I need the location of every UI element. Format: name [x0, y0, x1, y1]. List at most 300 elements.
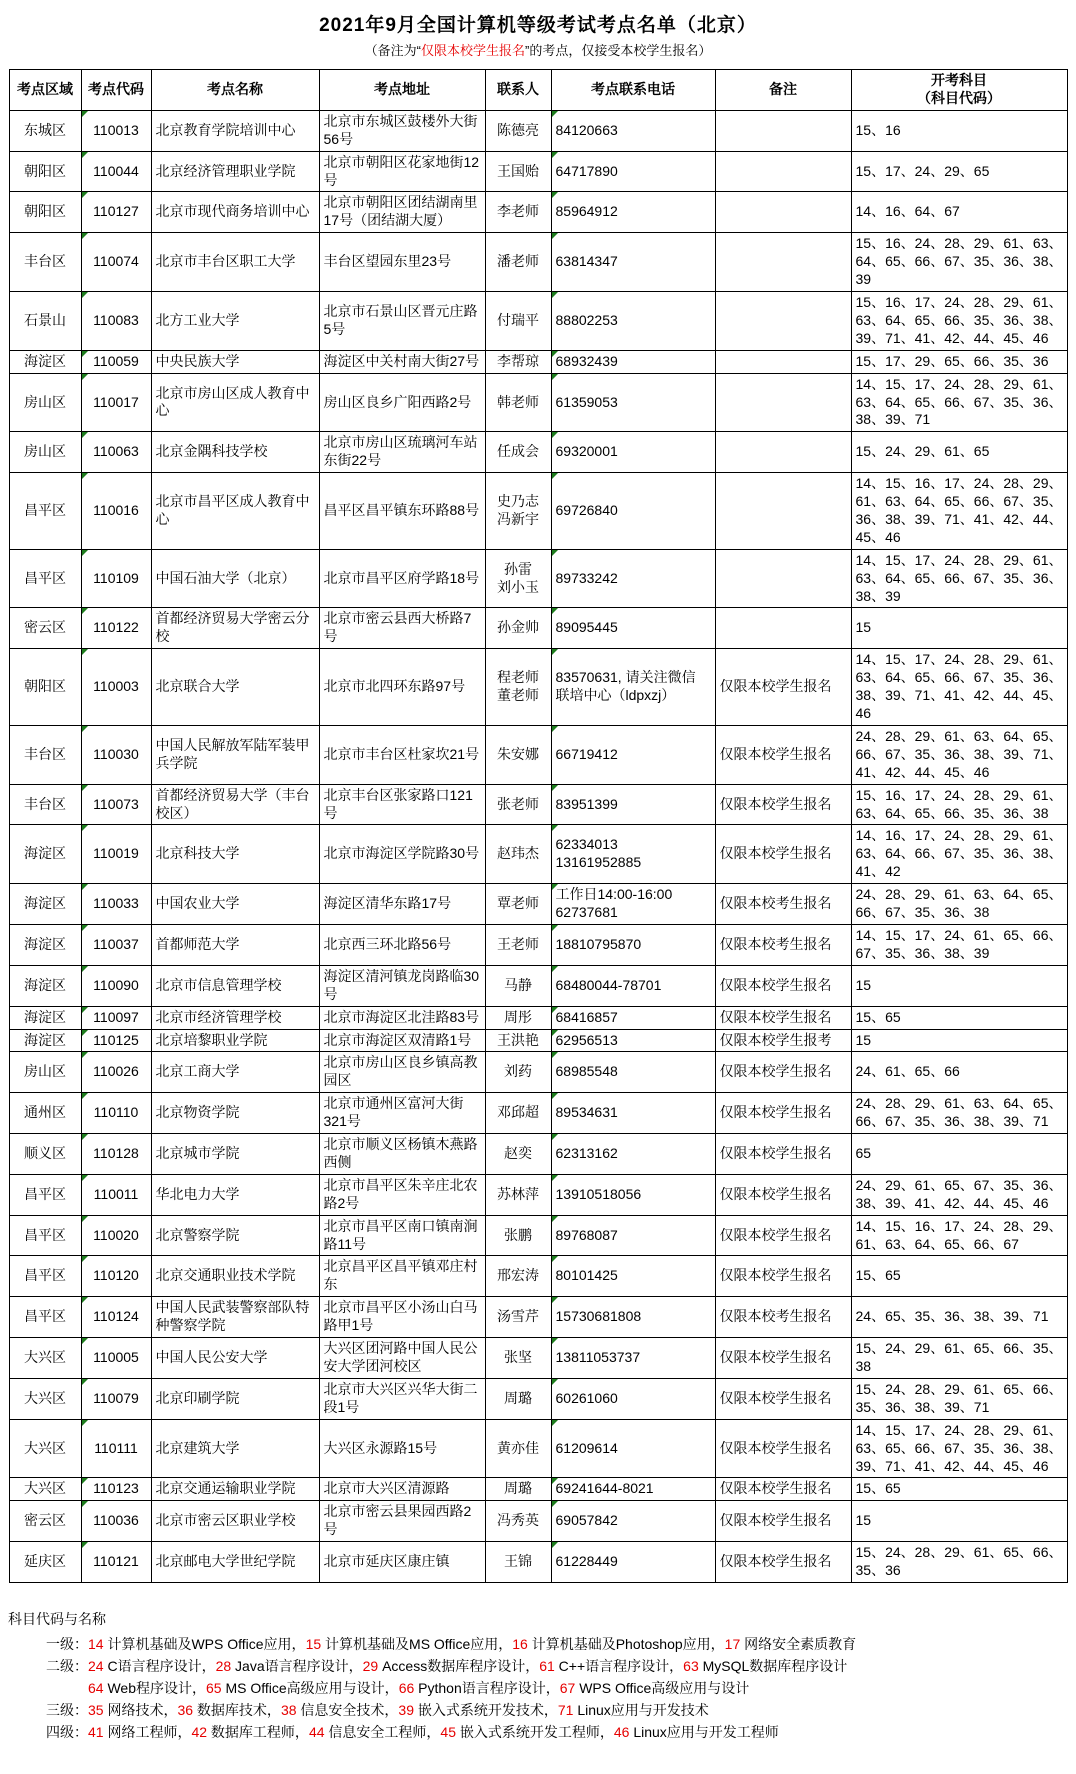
- green-triangle-marker: [82, 1420, 88, 1426]
- column-header-5: 考点联系电话: [551, 70, 715, 111]
- legend-line: [8, 1677, 1076, 1699]
- cell-address: 北京市朝阳区团结湖南里17号（团结湖大厦）: [319, 192, 485, 233]
- cell-region: 昌平区: [9, 1297, 81, 1338]
- green-triangle-marker: [82, 233, 88, 239]
- green-triangle-marker: [82, 925, 88, 931]
- green-triangle-marker: [82, 1256, 88, 1262]
- green-triangle-marker: [552, 432, 558, 438]
- cell-remark: 仅限本校学生报名: [715, 1542, 851, 1583]
- cell-phone: 83951399: [551, 784, 715, 825]
- cell-name: 中国人民武装警察部队特种警察学院: [151, 1297, 319, 1338]
- cell-address: 北京市海淀区学院路30号: [319, 825, 485, 884]
- cell-remark: 仅限本校学生报名: [715, 1174, 851, 1215]
- cell-name: 首都师范大学: [151, 924, 319, 965]
- cell-phone: 66719412: [551, 725, 715, 784]
- legend-subject-code: 67: [559, 1679, 576, 1696]
- cell-code: 110033: [81, 884, 151, 925]
- green-triangle-marker: [82, 292, 88, 298]
- cell-contact: 王洪艳: [485, 1029, 551, 1052]
- cell-code: 110079: [81, 1378, 151, 1419]
- legend-subject-code: 17: [724, 1635, 741, 1652]
- green-triangle-marker: [552, 1501, 558, 1507]
- cell-region: 昌平区: [9, 549, 81, 608]
- cell-code: 110083: [81, 291, 151, 350]
- column-header-6: 备注: [715, 70, 851, 111]
- cell-code: 110036: [81, 1501, 151, 1542]
- cell-region: 丰台区: [9, 725, 81, 784]
- cell-remark: 仅限本校学生报名: [715, 649, 851, 726]
- cell-name: 中国石油大学（北京）: [151, 549, 319, 608]
- green-triangle-marker: [82, 1501, 88, 1507]
- cell-subjects: 14、15、16、17、24、28、29、61、63、64、65、66、67: [851, 1215, 1067, 1256]
- cell-address: 北京市海淀区北洼路83号: [319, 1006, 485, 1029]
- column-header-7: 开考科目 （科目代码）: [851, 70, 1067, 111]
- cell-phone: 80101425: [551, 1256, 715, 1297]
- green-triangle-marker: [82, 192, 88, 198]
- cell-region: 石景山: [9, 291, 81, 350]
- green-triangle-marker: [552, 1542, 558, 1548]
- cell-contact: 程老师 董老师: [485, 649, 551, 726]
- table-row: [9, 233, 1067, 292]
- cell-phone: 68985548: [551, 1052, 715, 1093]
- cell-region: 海淀区: [9, 884, 81, 925]
- cell-address: 房山区良乡广阳西路2号: [319, 373, 485, 432]
- green-triangle-marker: [552, 1093, 558, 1099]
- green-triangle-marker: [552, 111, 558, 117]
- legend-subject-code: 66: [398, 1679, 415, 1696]
- legend-subject-code: 64: [88, 1679, 104, 1696]
- green-triangle-marker: [82, 1297, 88, 1303]
- cell-code: 110121: [81, 1542, 151, 1583]
- green-triangle-marker: [82, 884, 88, 890]
- cell-name: 北京市经济管理学校: [151, 1006, 319, 1029]
- legend-subject-name: Web程序设计，: [103, 1679, 207, 1696]
- cell-region: 延庆区: [9, 1542, 81, 1583]
- cell-subjects: 14、15、17、24、28、29、61、63、64、65、66、67、35、36、38、39、71: [851, 373, 1067, 432]
- green-triangle-marker: [552, 550, 558, 556]
- green-triangle-marker: [552, 351, 558, 357]
- cell-remark: [715, 549, 851, 608]
- cell-subjects: 24、65、35、36、38、39、71: [851, 1297, 1067, 1338]
- legend-subject-name: C++语言程序设计，: [554, 1657, 684, 1674]
- green-triangle-marker: [552, 1297, 558, 1303]
- cell-region: 密云区: [9, 1501, 81, 1542]
- cell-name: 北京工商大学: [151, 1052, 319, 1093]
- cell-phone: 69241644-8021: [551, 1478, 715, 1501]
- legend-title: 科目代码与名称: [8, 1610, 106, 1627]
- cell-code: 110017: [81, 373, 151, 432]
- cell-remark: [715, 608, 851, 649]
- cell-contact: 孙雷 刘小玉: [485, 549, 551, 608]
- cell-remark: 仅限本校考生报名: [715, 884, 851, 925]
- table-row: [9, 549, 1067, 608]
- cell-remark: 仅限本校考生报名: [715, 924, 851, 965]
- cell-phone: 15730681808: [551, 1297, 715, 1338]
- cell-contact: 冯秀英: [485, 1501, 551, 1542]
- green-triangle-marker: [552, 1175, 558, 1181]
- cell-code: 110074: [81, 233, 151, 292]
- legend-subject-code: 71: [557, 1701, 574, 1718]
- green-triangle-marker: [552, 1134, 558, 1140]
- cell-contact: 李帮琼: [485, 350, 551, 373]
- green-triangle-marker: [552, 1052, 558, 1058]
- legend-subject-code: 46: [613, 1723, 630, 1740]
- green-triangle-marker: [82, 1478, 88, 1484]
- cell-subjects: 15、17、29、65、66、35、36: [851, 350, 1067, 373]
- cell-remark: 仅限本校学生报名: [715, 965, 851, 1006]
- cell-contact: 汤雪芹: [485, 1297, 551, 1338]
- cell-subjects: 15、17、24、29、65: [851, 151, 1067, 192]
- cell-address: 北京市朝阳区花家地街12号: [319, 151, 485, 192]
- cell-name: 北京建筑大学: [151, 1419, 319, 1478]
- cell-subjects: 14、15、17、24、28、29、61、63、64、65、66、67、35、36、38、39、71、41、42、44、45、46: [851, 649, 1067, 726]
- cell-name: 首都经济贸易大学密云分校: [151, 608, 319, 649]
- legend-level-label: 三级：: [46, 1701, 88, 1718]
- cell-remark: 仅限本校学生报名: [715, 1215, 851, 1256]
- green-triangle-marker: [82, 1379, 88, 1385]
- cell-subjects: 15、16、24、28、29、61、63、64、65、66、67、35、36、38、39: [851, 233, 1067, 292]
- cell-contact: 黄亦佳: [485, 1419, 551, 1478]
- legend-subject-code: 44: [308, 1723, 325, 1740]
- cell-contact: 韩老师: [485, 373, 551, 432]
- cell-contact: 王锦: [485, 1542, 551, 1583]
- cell-phone: 84120663: [551, 110, 715, 151]
- table-row: [9, 608, 1067, 649]
- cell-contact: 潘老师: [485, 233, 551, 292]
- legend-subject-name: MS Office高级应用与设计，: [221, 1679, 399, 1696]
- table-row: [9, 110, 1067, 151]
- cell-remark: 仅限本校学生报名: [715, 1256, 851, 1297]
- table-row: [9, 1093, 1067, 1134]
- cell-region: 海淀区: [9, 825, 81, 884]
- cell-address: 昌平区昌平镇东环路88号: [319, 473, 485, 550]
- table-header: [9, 70, 1067, 111]
- cell-subjects: 24、28、29、61、63、64、65、66、67、35、36、38: [851, 884, 1067, 925]
- cell-region: 昌平区: [9, 1256, 81, 1297]
- cell-region: 顺义区: [9, 1134, 81, 1175]
- legend-subject-name: Access数据库程序设计，: [378, 1657, 540, 1674]
- table-row: [9, 1174, 1067, 1215]
- legend-line: [8, 1721, 1076, 1743]
- cell-contact: 孙金帅: [485, 608, 551, 649]
- cell-address: 北京市顺义区杨镇木燕路西侧: [319, 1134, 485, 1175]
- cell-phone: 63814347: [551, 233, 715, 292]
- table-row: [9, 1006, 1067, 1029]
- cell-region: 朝阳区: [9, 151, 81, 192]
- cell-subjects: 24、29、61、65、67、35、36、38、39、41、42、44、45、46: [851, 1174, 1067, 1215]
- table-row: [9, 432, 1067, 473]
- green-triangle-marker: [82, 825, 88, 831]
- cell-code: 110090: [81, 965, 151, 1006]
- cell-region: 朝阳区: [9, 192, 81, 233]
- cell-region: 朝阳区: [9, 649, 81, 726]
- cell-phone: 89733242: [551, 549, 715, 608]
- cell-remark: 仅限本校学生报考: [715, 1029, 851, 1052]
- cell-phone: 68480044-78701: [551, 965, 715, 1006]
- green-triangle-marker: [552, 233, 558, 239]
- cell-contact: 张老师: [485, 784, 551, 825]
- cell-region: 昌平区: [9, 1215, 81, 1256]
- green-triangle-marker: [552, 1256, 558, 1262]
- cell-contact: 张坚: [485, 1338, 551, 1379]
- cell-phone: 89768087: [551, 1215, 715, 1256]
- cell-code: 110128: [81, 1134, 151, 1175]
- cell-name: 北京市丰台区职工大学: [151, 233, 319, 292]
- table-row: [9, 473, 1067, 550]
- cell-code: 110013: [81, 110, 151, 151]
- cell-address: 丰台区望园东里23号: [319, 233, 485, 292]
- cell-address: 北京市通州区富河大街321号: [319, 1093, 485, 1134]
- cell-address: 北京市密云县西大桥路7号: [319, 608, 485, 649]
- green-triangle-marker: [82, 1216, 88, 1222]
- cell-code: 110037: [81, 924, 151, 965]
- cell-name: 北京市房山区成人教育中心: [151, 373, 319, 432]
- cell-subjects: 14、16、64、67: [851, 192, 1067, 233]
- legend-subject-name: 嵌入式系统开发工程师，: [455, 1723, 614, 1740]
- cell-address: 北京昌平区昌平镇邓庄村东: [319, 1256, 485, 1297]
- legend-subject-name: C语言程序设计，: [103, 1657, 216, 1674]
- cell-name: 中国人民公安大学: [151, 1338, 319, 1379]
- cell-region: 大兴区: [9, 1338, 81, 1379]
- cell-subjects: 15、65: [851, 1006, 1067, 1029]
- column-header-3: 考点地址: [319, 70, 485, 111]
- cell-address: 北京市北四环东路97号: [319, 649, 485, 726]
- legend-subject-code: 61: [539, 1657, 555, 1674]
- cell-code: 110044: [81, 151, 151, 192]
- legend-level-label: 四级：: [46, 1723, 88, 1740]
- cell-code: 110123: [81, 1478, 151, 1501]
- legend-subject-name: 计算机基础及MS Office应用，: [321, 1635, 513, 1652]
- green-triangle-marker: [552, 884, 558, 890]
- cell-phone: 61209614: [551, 1419, 715, 1478]
- green-triangle-marker: [552, 825, 558, 831]
- cell-subjects: 15: [851, 965, 1067, 1006]
- column-header-4: 联系人: [485, 70, 551, 111]
- table-row: [9, 1378, 1067, 1419]
- legend-subject-code: 42: [191, 1723, 208, 1740]
- green-triangle-marker: [82, 726, 88, 732]
- cell-code: 110122: [81, 608, 151, 649]
- cell-code: 110127: [81, 192, 151, 233]
- cell-contact: 赵奕: [485, 1134, 551, 1175]
- cell-address: 北京市密云县果园西路2号: [319, 1501, 485, 1542]
- cell-region: 海淀区: [9, 350, 81, 373]
- cell-contact: 邢宏涛: [485, 1256, 551, 1297]
- cell-contact: 朱安娜: [485, 725, 551, 784]
- cell-phone: 61228449: [551, 1542, 715, 1583]
- cell-contact: 张鹏: [485, 1215, 551, 1256]
- cell-subjects: 15、16: [851, 110, 1067, 151]
- cell-code: 110019: [81, 825, 151, 884]
- cell-code: 110030: [81, 725, 151, 784]
- cell-phone: 工作日14:00-16:00 62737681: [551, 884, 715, 925]
- cell-name: 北京金隅科技学校: [151, 432, 319, 473]
- cell-address: 北京市石景山区晋元庄路5号: [319, 291, 485, 350]
- cell-remark: 仅限本校学生报名: [715, 1093, 851, 1134]
- cell-code: 110125: [81, 1029, 151, 1052]
- cell-remark: [715, 373, 851, 432]
- cell-contact: 周璐: [485, 1378, 551, 1419]
- table-row: [9, 291, 1067, 350]
- cell-region: 房山区: [9, 432, 81, 473]
- cell-address: 北京丰台区张家路口121号: [319, 784, 485, 825]
- legend-subject-name: Linux应用与开发工程师: [629, 1723, 779, 1740]
- cell-region: 海淀区: [9, 924, 81, 965]
- cell-contact: 覃老师: [485, 884, 551, 925]
- cell-remark: 仅限本校学生报名: [715, 1134, 851, 1175]
- legend-subject-code: 45: [440, 1723, 456, 1740]
- table-row: [9, 350, 1067, 373]
- cell-subjects: 15: [851, 1501, 1067, 1542]
- cell-address: 北京市延庆区康庄镇: [319, 1542, 485, 1583]
- cell-remark: [715, 432, 851, 473]
- legend-subject-code: 15: [305, 1635, 322, 1652]
- subtitle-highlight: 仅限本校学生报名: [420, 43, 525, 58]
- table-row: [9, 1419, 1067, 1478]
- table-row: [9, 192, 1067, 233]
- cell-name: 北京物资学院: [151, 1093, 319, 1134]
- cell-subjects: 15: [851, 1029, 1067, 1052]
- green-triangle-marker: [82, 1093, 88, 1099]
- cell-subjects: 14、16、17、24、28、29、61、63、64、66、67、35、36、38、41、42: [851, 825, 1067, 884]
- cell-region: 海淀区: [9, 1006, 81, 1029]
- green-triangle-marker: [552, 608, 558, 614]
- cell-name: 北京警察学院: [151, 1215, 319, 1256]
- legend-subject-name: 网络安全素质教育: [740, 1635, 857, 1652]
- column-header-2: 考点名称: [151, 70, 319, 111]
- table-row: [9, 1297, 1067, 1338]
- cell-subjects: 14、15、17、24、28、29、61、63、65、66、67、35、36、38、39、71、41、42、44、45、46: [851, 1419, 1067, 1478]
- cell-phone: 68416857: [551, 1006, 715, 1029]
- cell-name: 北京联合大学: [151, 649, 319, 726]
- green-triangle-marker: [552, 1007, 558, 1013]
- legend-subject-name: WPS Office高级应用与设计: [575, 1679, 750, 1696]
- table-row: [9, 825, 1067, 884]
- cell-remark: [715, 151, 851, 192]
- cell-address: 大兴区永源路15号: [319, 1419, 485, 1478]
- legend-subject-code: 35: [88, 1701, 104, 1718]
- green-triangle-marker: [552, 1338, 558, 1344]
- table-row: [9, 965, 1067, 1006]
- cell-contact: 王老师: [485, 924, 551, 965]
- legend-subject-name: 嵌入式系统开发技术，: [413, 1701, 558, 1718]
- cell-phone: 62313162: [551, 1134, 715, 1175]
- table-header-row: [9, 70, 1067, 111]
- table-row: [9, 1338, 1067, 1379]
- cell-subjects: 15、16、17、24、28、29、61、63、64、65、66、35、36、38: [851, 784, 1067, 825]
- cell-address: 海淀区清河镇龙岗路临30号: [319, 965, 485, 1006]
- cell-phone: 62334013 13161952885: [551, 825, 715, 884]
- cell-name: 北方工业大学: [151, 291, 319, 350]
- cell-name: 北京市昌平区成人教育中心: [151, 473, 319, 550]
- legend-subject-name: 计算机基础及WPS Office应用，: [103, 1635, 306, 1652]
- subject-code-legend: [8, 1609, 1076, 1743]
- green-triangle-marker: [552, 1379, 558, 1385]
- cell-remark: [715, 233, 851, 292]
- green-triangle-marker: [82, 351, 88, 357]
- cell-code: 110120: [81, 1256, 151, 1297]
- cell-region: 东城区: [9, 110, 81, 151]
- cell-phone: 18810795870: [551, 924, 715, 965]
- table-row: [9, 924, 1067, 965]
- cell-name: 北京邮电大学世纪学院: [151, 1542, 319, 1583]
- legend-subject-name: 网络工程师，: [103, 1723, 192, 1740]
- cell-subjects: 14、15、17、24、61、65、66、67、35、36、38、39: [851, 924, 1067, 965]
- cell-contact: 李老师: [485, 192, 551, 233]
- cell-subjects: 65: [851, 1134, 1067, 1175]
- legend-subject-name: 信息安全技术，: [296, 1701, 399, 1718]
- table-row: [9, 784, 1067, 825]
- legend-subject-code: 38: [280, 1701, 297, 1718]
- cell-subjects: 15、16、17、24、28、29、61、63、64、65、66、35、36、38、39、71、41、42、44、45、46: [851, 291, 1067, 350]
- cell-phone: 64717890: [551, 151, 715, 192]
- cell-remark: 仅限本校学生报名: [715, 784, 851, 825]
- legend-subject-code: 65: [206, 1679, 222, 1696]
- cell-subjects: 24、61、65、66: [851, 1052, 1067, 1093]
- cell-region: 房山区: [9, 373, 81, 432]
- green-triangle-marker: [82, 1542, 88, 1548]
- green-triangle-marker: [552, 1216, 558, 1222]
- cell-code: 110109: [81, 549, 151, 608]
- cell-phone: 69057842: [551, 1501, 715, 1542]
- cell-name: 北京经济管理职业学院: [151, 151, 319, 192]
- cell-phone: 85964912: [551, 192, 715, 233]
- cell-code: 110097: [81, 1006, 151, 1029]
- cell-code: 110011: [81, 1174, 151, 1215]
- cell-subjects: 24、28、29、61、63、64、65、66、67、35、36、38、39、71: [851, 1093, 1067, 1134]
- table-row: [9, 1215, 1067, 1256]
- green-triangle-marker: [82, 1175, 88, 1181]
- cell-code: 110016: [81, 473, 151, 550]
- cell-remark: [715, 192, 851, 233]
- green-triangle-marker: [552, 1478, 558, 1484]
- cell-name: 北京城市学院: [151, 1134, 319, 1175]
- legend-subject-name: Linux应用与开发技术: [573, 1701, 709, 1718]
- cell-address: 北京市昌平区小汤山白马路甲1号: [319, 1297, 485, 1338]
- column-header-0: 考点区域: [9, 70, 81, 111]
- legend-subject-code: 36: [177, 1701, 194, 1718]
- green-triangle-marker: [82, 111, 88, 117]
- green-triangle-marker: [82, 649, 88, 655]
- cell-subjects: 15、65: [851, 1478, 1067, 1501]
- cell-name: 中央民族大学: [151, 350, 319, 373]
- green-triangle-marker: [82, 1134, 88, 1140]
- cell-address: 北京市大兴区清源路: [319, 1478, 485, 1501]
- legend-subject-name: 计算机基础及Photoshop应用，: [527, 1635, 725, 1652]
- cell-address: 北京市丰台区杜家坎21号: [319, 725, 485, 784]
- green-triangle-marker: [552, 649, 558, 655]
- green-triangle-marker: [552, 192, 558, 198]
- cell-address: 北京市昌平区府学路18号: [319, 549, 485, 608]
- table-row: [9, 884, 1067, 925]
- green-triangle-marker: [552, 726, 558, 732]
- cell-subjects: 15、24、29、61、65、66、35、38: [851, 1338, 1067, 1379]
- legend-subject-name: Java语言程序设计，: [231, 1657, 363, 1674]
- cell-phone: 89095445: [551, 608, 715, 649]
- green-triangle-marker: [82, 1007, 88, 1013]
- cell-phone: 60261060: [551, 1378, 715, 1419]
- cell-remark: 仅限本校学生报名: [715, 1338, 851, 1379]
- cell-name: 北京市现代商务培训中心: [151, 192, 319, 233]
- cell-contact: 付瑞平: [485, 291, 551, 350]
- legend-subject-name: 信息安全工程师，: [324, 1723, 441, 1740]
- cell-code: 110005: [81, 1338, 151, 1379]
- cell-name: 北京培黎职业学院: [151, 1029, 319, 1052]
- cell-name: 北京印刷学院: [151, 1378, 319, 1419]
- cell-remark: 仅限本校学生报名: [715, 825, 851, 884]
- cell-contact: 陈德亮: [485, 110, 551, 151]
- legend-subject-code: 28: [215, 1657, 232, 1674]
